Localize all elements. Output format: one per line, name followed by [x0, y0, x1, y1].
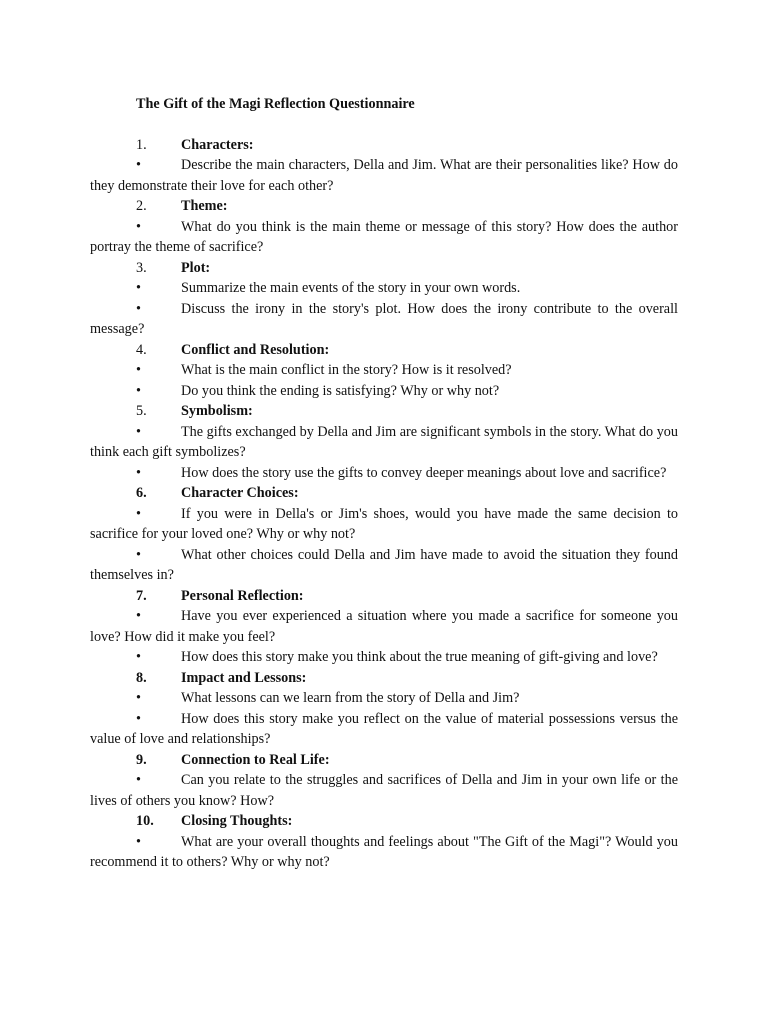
question-item — [90, 504, 678, 545]
section-heading-text: Connection to Real Life: — [181, 751, 330, 768]
question-section — [90, 586, 678, 668]
question-text: Describe the main characters, Della and Jim. What are their personalities like? How do they demonstrate their love for each other? — [90, 157, 678, 194]
question-item — [90, 463, 678, 484]
question-text: What is the main conflict in the story? How is it resolved? — [181, 362, 512, 378]
question-item — [90, 217, 678, 258]
bullet-icon: • — [136, 280, 141, 296]
section-heading-text: Symbolism: — [181, 403, 253, 419]
bullet-icon: • — [136, 546, 141, 563]
question-text: If you were in Della's or Jim's shoes, would you have made the same decision to sacrifice for your loved one? Why or why not? — [90, 505, 678, 542]
section-number: 6. — [136, 485, 147, 501]
section-heading — [90, 196, 678, 217]
question-text: How does this story make you reflect on the value of material possessions versus the value of love and relationships? — [90, 710, 678, 747]
section-number: 1. — [136, 136, 147, 153]
section-heading — [90, 401, 678, 422]
question-item — [90, 155, 678, 196]
question-text: The gifts exchanged by Della and Jim are significant symbols in the story. What do you think each gift symbolizes? — [90, 423, 678, 460]
section-heading-text: Impact and Lessons: — [181, 669, 307, 686]
question-item — [90, 709, 678, 750]
section-heading — [90, 750, 678, 771]
question-text: How does this story make you think about the true meaning of gift-giving and love? — [181, 649, 658, 665]
section-heading-text: Closing Thoughts: — [181, 813, 293, 829]
question-item — [90, 278, 678, 299]
questionnaire-sections — [90, 135, 678, 873]
section-heading-text: Theme: — [181, 198, 228, 214]
section-number: 8. — [136, 669, 147, 686]
section-heading-text: Conflict and Resolution: — [181, 341, 330, 358]
section-number: 5. — [136, 403, 147, 419]
question-item — [90, 299, 678, 340]
section-number: 7. — [136, 587, 147, 604]
question-item — [90, 606, 678, 647]
section-heading — [90, 258, 678, 279]
section-number: 10. — [136, 813, 154, 829]
bullet-icon: • — [136, 464, 141, 481]
question-text: What lessons can we learn from the story of Della and Jim? — [181, 690, 520, 706]
bullet-icon: • — [136, 382, 141, 399]
question-item — [90, 688, 678, 709]
question-section — [90, 340, 678, 402]
question-item — [90, 360, 678, 381]
section-number: 4. — [136, 341, 147, 358]
section-heading — [90, 340, 678, 361]
question-text: Summarize the main events of the story in your own words. — [181, 280, 521, 296]
bullet-icon: • — [136, 608, 141, 624]
section-number: 2. — [136, 198, 147, 214]
question-text: Discuss the irony in the story's plot. How does the irony contribute to the overall message? — [90, 300, 678, 337]
section-heading-text: Personal Reflection: — [181, 587, 304, 604]
document-title: The Gift of the Magi Reflection Questionnaire — [136, 96, 415, 112]
section-heading-text: Character Choices: — [181, 485, 299, 501]
bullet-icon: • — [136, 710, 141, 727]
question-text: What are your overall thoughts and feelings about "The Gift of the Magi"? Would you recommend it to others? Why or why not? — [90, 833, 678, 870]
question-section — [90, 196, 678, 258]
section-heading — [90, 586, 678, 607]
question-item — [90, 545, 678, 586]
question-item — [90, 832, 678, 873]
question-section — [90, 401, 678, 483]
question-item — [90, 422, 678, 463]
bullet-icon: • — [136, 157, 141, 173]
title-spacer — [90, 115, 678, 135]
question-section — [90, 483, 678, 586]
section-heading — [90, 135, 678, 156]
section-number: 9. — [136, 751, 147, 768]
question-section — [90, 135, 678, 197]
bullet-icon: • — [136, 833, 141, 850]
question-section — [90, 258, 678, 340]
question-text: Have you ever experienced a situation where you made a sacrifice for someone you love? How did it make you feel? — [90, 608, 678, 645]
bullet-icon: • — [136, 505, 141, 522]
section-heading-text: Plot: — [181, 259, 211, 276]
question-text: What other choices could Della and Jim have made to avoid the situation they found themselves in? — [90, 546, 678, 583]
section-heading — [90, 483, 678, 504]
question-text: What do you think is the main theme or message of this story? How does the author portray the theme of sacrifice? — [90, 218, 678, 255]
question-section — [90, 750, 678, 812]
question-item — [90, 381, 678, 402]
question-text: Do you think the ending is satisfying? Why or why not? — [181, 382, 500, 399]
section-heading — [90, 811, 678, 832]
question-item — [90, 770, 678, 811]
bullet-icon: • — [136, 772, 141, 788]
question-section — [90, 668, 678, 750]
section-heading — [90, 668, 678, 689]
bullet-icon: • — [136, 300, 141, 317]
question-text: Can you relate to the struggles and sacrifices of Della and Jim in your own life or the lives of others you know? How? — [90, 772, 678, 809]
section-number: 3. — [136, 259, 147, 276]
bullet-icon: • — [136, 362, 141, 378]
bullet-icon: • — [136, 690, 141, 706]
section-heading-text: Characters: — [181, 136, 254, 153]
question-item — [90, 647, 678, 668]
document-page — [90, 94, 678, 873]
bullet-icon: • — [136, 423, 141, 440]
question-text: How does the story use the gifts to convey deeper meanings about love and sacrifice? — [181, 464, 667, 481]
bullet-icon: • — [136, 218, 141, 235]
question-section — [90, 811, 678, 873]
bullet-icon: • — [136, 649, 141, 665]
